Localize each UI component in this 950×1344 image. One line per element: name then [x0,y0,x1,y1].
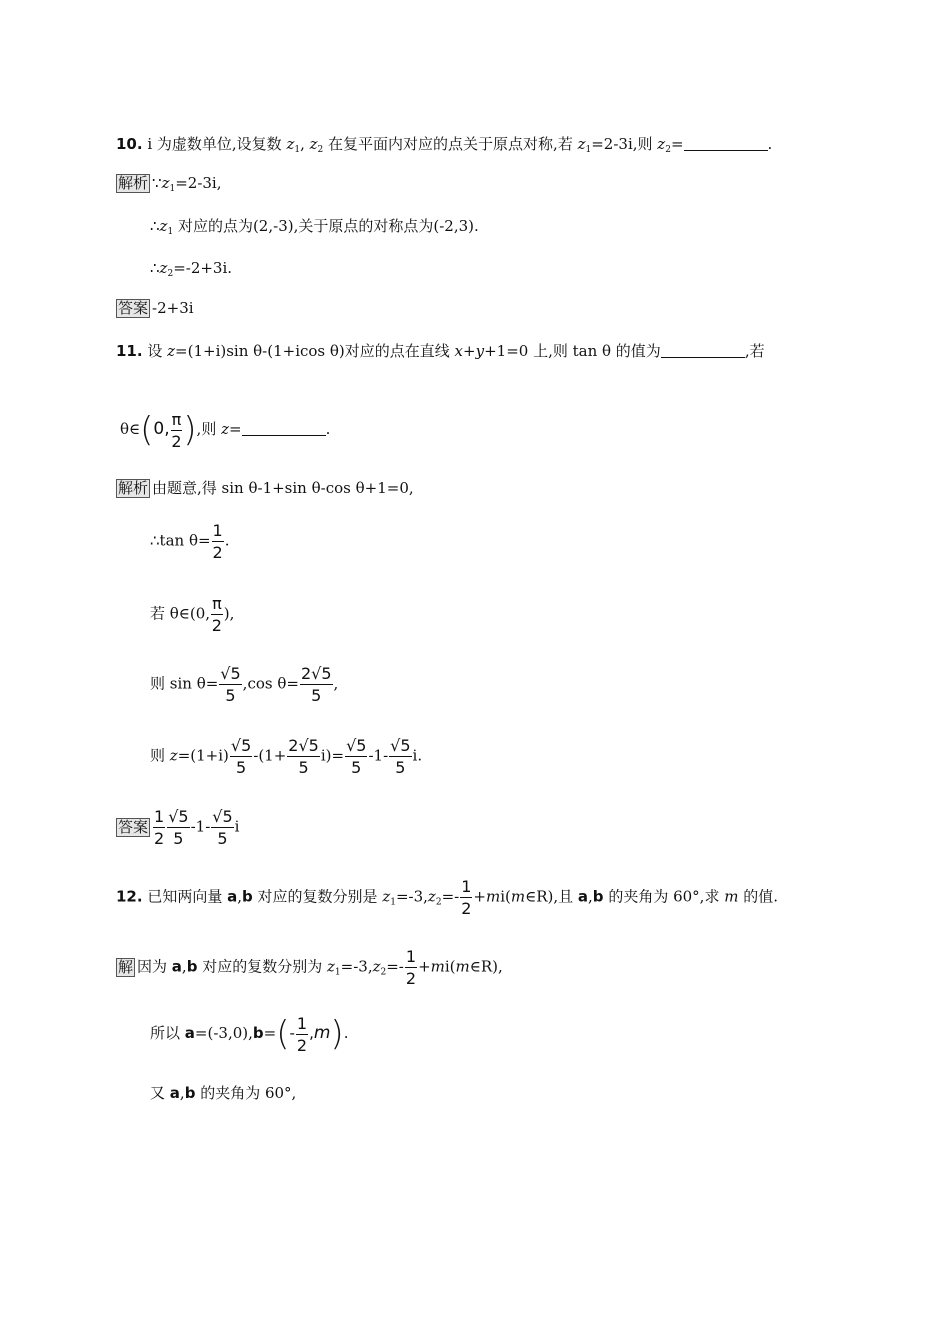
answer-tag: 答案 [118,299,149,317]
q11-solution-line5: 则 z=(1+i) $\frac{√5}{5}$ -(1+ $\frac{2√5}{5}$ i)= $\frac{√5}{5}$ -1- $\frac{√5}{5}$ i. [150,736,423,777]
answer-blank[interactable] [684,136,768,151]
q11-solution-line1: 解析 由题意,得 sin θ-1+sin θ-cos θ+1=0, [118,479,414,497]
fraction: $\frac{1}{2}$ [461,877,472,918]
fraction: $\frac{√5}{5}$ [212,807,233,848]
question-number: 10. [116,135,143,153]
q10-solution-line1: 解析 $\because z_1=2-3i$, [118,174,222,194]
solution-tag: 解 [118,957,134,976]
fraction: $\frac{\pi}{2}$ [171,409,182,451]
solution-tag: 解析 [118,174,149,192]
answer-tag: 答案 [118,817,149,836]
fraction: $\frac{√5}{5}$ [230,736,252,777]
fraction: $\frac{√5}{5}$ [168,807,189,848]
q10-answer: 答案 -2+3i [118,299,194,317]
fraction: $\frac{2√5}{5}$ [288,736,319,777]
q12-solution-line3: 又 a,b 的夹角为 60°, [150,1084,297,1102]
q11-solution-line3: 若 θ∈(0, $\frac{\pi}{2}$ ), [150,594,235,635]
fraction: $\frac{2√5}{5}$ [300,664,332,705]
q11-stem: 11. 设 z=(1+i)sin θ-(1+icos θ)对应的点在直线 x+y+1=0 上,则 tan θ 的值为 ,若 [116,342,765,360]
q12-solution-line1: 解 因为 a,b 对应的复数分别为 $z_1=-3,z_2=-$ $\frac{1}{2}$ +mi(m∈R), [118,947,503,988]
fraction: $\frac{√5}{5}$ [390,736,411,777]
fraction: $\frac{\pi}{2}$ [211,594,222,635]
q11-stem-line2: θ∈(0, $\frac{\pi}{2}$ ),则 z= . [120,409,331,451]
fraction: $\frac{√5}{5}$ [346,736,367,777]
fraction: $\frac{1}{2}$ [212,521,223,562]
solution-tag: 解析 [118,479,149,497]
question-number: 12. [116,887,143,906]
q11-solution-line4: 则 sin θ= $\frac{√5}{5}$ ,cos θ= $\frac{2√5}{5}$ , [150,664,339,705]
fraction: $\frac{√5}{5}$ [220,664,241,705]
q12-stem: 12. 已知两向量 a,b 对应的复数分别是 $z_1=-3,z_2=-$ $\frac{1}{2}$ +mi(m∈R),且 a,b 的夹角为 60°,求 m 的值. [116,877,778,918]
q10-solution-line3: $\therefore z_2=-2+3i$. [150,259,233,279]
q10-solution-line2: $\therefore z_1$ 对应的点为(2,-3),关于原点的对称点为(-2,3). [150,217,479,237]
q11-solution-line2: ∴tan θ= $\frac{1}{2}$ . [150,521,230,562]
fraction: $\frac{1}{2}$ [154,807,165,848]
q12-solution-line2: 所以 a=(-3,0),b=(- $\frac{1}{2}$ ,m). [150,1013,349,1055]
q10-stem: 10. i 为虚数单位,设复数 $z_1$, $z_2$ 在复平面内对应的点关于原点对称,若 $z_1=2-3i$,则 $z_2=$ . [116,135,773,155]
fraction: $\frac{1}{2}$ [405,947,417,988]
fraction: $\frac{1}{2}$ [296,1013,308,1055]
answer-blank[interactable] [661,343,745,358]
question-number: 11. [116,342,143,360]
q11-answer: 答案 $\frac{1}{2}$ $\frac{√5}{5}$ -1- $\frac{√5}{5}$ i [118,807,240,848]
answer-blank[interactable] [242,421,326,436]
